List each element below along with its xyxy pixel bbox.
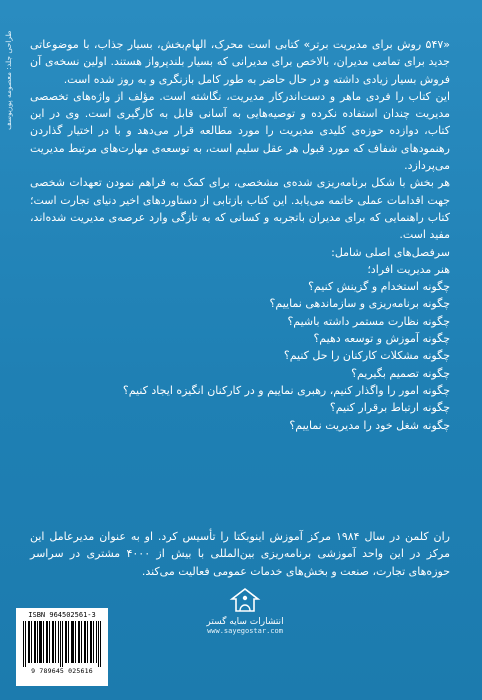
chapter-item: چگونه ارتباط برقرار کنیم؟ — [329, 401, 450, 415]
isbn-text: ISBN 964502561-3 — [28, 611, 96, 619]
description-paragraph-1: «۵۴۷ روش برای مدیریت برتر» کتابی است محرک، الهام‌بخش، بسیار جذاب، با موضوعاتی جدید برای تمامی مدیران، بالاخص برای مدیرانی که بسیار بلندپرواز هستند. اولین نسخه‌ی آن فروش بسیار زیادی داشته و در حال حاضر به طور کامل بازنگری و به روز شده است. — [30, 38, 450, 86]
publisher-logo-icon — [228, 586, 262, 616]
description-paragraph-2: این کتاب را فردی ماهر و دست‌اندرکار مدیریت، نگاشته است. مؤلف از واژه‌های تخصصی مدیریت چندان استفاده نکرده و توصیه‌هایی به آسانی قابل به کارگیری است. وی در این کتاب، دوازده حوزه‌ی کلیدی مدیریت را مورد مطالعه قرار می‌دهد و با در اختیار گذاردن رهنمودهای شفاف که مورد قبول هر عقل سلیم است، به توسعه‌ی مهارت‌های مرتبط مدیریت می‌پردازد. — [30, 89, 450, 173]
chapter-item: چگونه برنامه‌ریزی و سازماندهی نماییم؟ — [269, 297, 450, 311]
chapters-list — [30, 261, 450, 434]
barcode-bars — [22, 621, 102, 667]
cover-designer-credit: طراحی جلد: معصومه پوریوسف — [4, 30, 13, 130]
chapter-item: چگونه استخدام و گزینش کنیم؟ — [308, 280, 450, 294]
chapter-item: چگونه شغل خود را مدیریت نماییم؟ — [289, 418, 450, 432]
chapters-heading: سرفصل‌های اصلی شامل: — [331, 245, 450, 259]
barcode-label — [16, 608, 108, 686]
publisher-url: www.sayegostar.com — [207, 627, 283, 635]
chapter-item: چگونه مشکلات کارکنان را حل کنیم؟ — [283, 349, 450, 363]
publisher-block — [165, 586, 325, 646]
chapter-item: هنر مدیریت افراد؛ — [367, 262, 450, 276]
chapter-item: چگونه نظارت مستمر داشته باشیم؟ — [287, 314, 450, 328]
description-paragraph-3: هر بخش با شکل برنامه‌ریزی شده‌ی مشخصی، برای کمک به فراهم نمودن تعهدات شخصی جهت اقدامات عملی خاتمه می‌یابد. این کتاب بازتابی از دستاوردهای اخیر دنیای تجارت است؛ کتاب راهنمایی که برای مدیران باتجربه و کسانی که به تازگی وارد عرصه‌ی مدیریت شده‌اند، مفید است. — [30, 176, 450, 242]
chapter-item: چگونه تصمیم بگیریم؟ — [351, 366, 450, 380]
book-description — [30, 36, 450, 434]
author-bio: ران کلمن در سال ۱۹۸۴ مرکز آموزش اینوبکتا را تأسیس کرد. او به عنوان مدیرعامل این مرکز در این واحد آموزشی برنامه‌ریزی بین‌المللی با بیش از ۴۰۰۰ مشتری در سراسر حوزه‌های تجارت، صنعت و بخش‌های خدمات عمومی فعالیت می‌کند. — [30, 530, 450, 578]
chapter-item: چگونه آموزش و توسعه دهیم؟ — [313, 332, 450, 346]
barcode-digits: 9 789645 025616 — [31, 667, 93, 675]
publisher-name: انتشارات سایه گستر — [206, 617, 284, 627]
chapter-item: چگونه امور را واگذار کنیم، رهبری نماییم و در کارکنان انگیزه ایجاد کنیم؟ — [122, 383, 450, 397]
